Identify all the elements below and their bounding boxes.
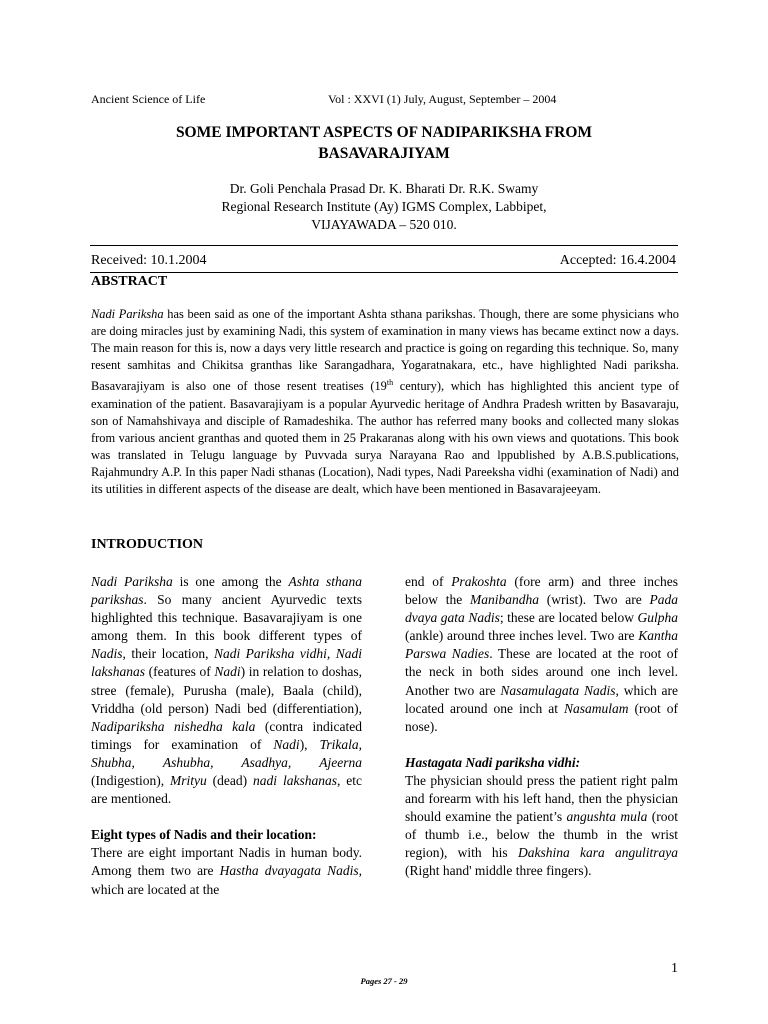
nadis-location-paragraph: Eight types of Nadis and their location: There are eight important Nadis in human body. Among them two are Hastha dvayagata Nadis, which are located at the xyxy=(91,827,362,897)
introduction-heading: INTRODUCTION xyxy=(91,537,204,552)
abstract-heading: ABSTRACT xyxy=(91,274,168,289)
affiliation-line-2: VIJAYAWADA – 520 010. xyxy=(311,217,457,232)
affiliation-line-1: Regional Research Institute (Ay) IGMS Complex, Labbipet, xyxy=(221,199,547,214)
right-column xyxy=(405,573,678,899)
bottom-rule xyxy=(90,272,678,273)
intro-paragraph: Nadi Pariksha is one among the Ashta sthana parikshas. So many ancient Ayurvedic texts highlighted this technique. Basavarajiyam is one among them. In this book different types of Nadis, their location, Nadi Pariksha vidhi, Nadi lakshanas (features of Nadi) in relation to doshas, stree (female), Purusha (male), Baala (child), Vriddha (old person) Nadi bed (differentiation), Nadipariksha nishedha kala (contra indicated timings for examination of Nadi), Trikala, Shubha, Ashubha, Asadhya, Ajeerna (Indigestion), Mrityu (dead) nadi lakshanas, etc are mentioned. xyxy=(91,574,363,807)
pages-footer: Pages 27 - 29 xyxy=(360,976,408,986)
authors: Dr. Goli Penchala Prasad Dr. K. Bharati Dr. R.K. Swamy xyxy=(229,181,539,196)
hastagata-paragraph: Hastagata Nadi pariksha vidhi: The physician should press the patient right palm and forearm with his left hand, then the physician should examine the patient’s angushta mula (root of thumb i.e., below the thumb in the wrist region), with his Dakshina kara angulitraya (Right hand' middle three fingers). xyxy=(405,754,678,879)
hastagata-heading: Hastagata Nadi pariksha vidhi: xyxy=(405,754,581,770)
page-number: 1 xyxy=(671,961,678,976)
paper-title: SOME IMPORTANT ASPECTS OF NADIPARIKSHA FROM BASAVARAJIYAM xyxy=(175,124,593,162)
nadis-location-continued: end of Prakoshta (fore arm) and three inches below the Manibandha (wrist). Two are Pada dvaya gata Nadis; these are located below Gulpha (ankle) around three inches level. Two are Kantha Parswa Nadies. These are located at the root of the neck in both sides around one inch level. Another two are Nasamulagata Nadis, which are located around one inch at Nasamulam (root of nose). xyxy=(405,574,678,734)
left-column xyxy=(91,573,362,917)
journal-name: Ancient Science of Life xyxy=(91,92,206,106)
accepted-date: Accepted: 16.4.2004 xyxy=(559,253,676,268)
volume-info: Vol : XXVI (1) July, August, September – 2004 xyxy=(328,92,557,106)
abstract-body: Nadi Pariksha has been said as one of the important Ashta sthana parikshas. Though, there are some physicians who are doing miracles just by examining Nadi, this system of examination in many views has became extinct now a days. The main reason for this is, now a days very little research and practice is going on regarding this technique. So, many resent samhitas and Chikitsa granthas like Sarangadhara, Yogaratnakara, etc., have highlighted Nadi pariksha. Basavarajiyam is also one of those resent treatises (19th century), which has highlighted this ancient type of examination of the patient. Basavarajiyam is a popular Ayurvedic heritage of Andhra Pradesh written by Basavaraju, son of Namahshivaya and disciple of Ramadeshika. The author has referred many books and collected many slokas from various ancient granthas and quoted them in 25 Prakaranas along with his own views and quotations. This book was translated in Telugu language by Puvvada surya Narayana Rao and lppublished by A.B.S.publications, Rajahmundry A.P. In this paper Nadi sthanas (Location), Nadi types, Nadi Pareeksha vidhi (examination of Nadi) and its utilities in different aspects of the disease are dealt, which have been mentioned in Basavarajeeyam. xyxy=(91,307,680,497)
nadis-location-heading: Eight types of Nadis and their location: xyxy=(91,827,317,843)
top-rule xyxy=(90,245,678,246)
received-date: Received: 10.1.2004 xyxy=(91,253,207,268)
author-block xyxy=(90,180,678,234)
